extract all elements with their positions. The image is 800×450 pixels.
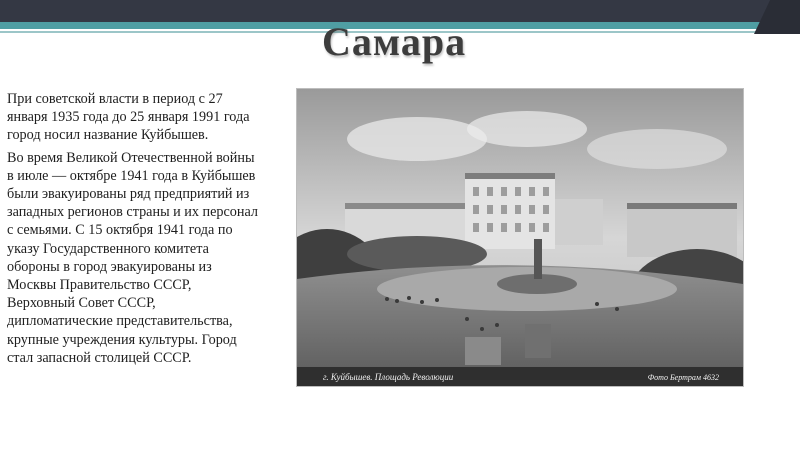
paragraph-evacuation: Во время Великой Отечественной войны в июле — октябре 1941 года в Куйбышев были эвакуированы ряд предприятий из западных регионов страны и их персонал с семьями. С 15 октября 1941 года по указу Государственного комитета обороны в город эвакуированы из Москвы Правительство СССР, Верховный Совет СССР, дипломатические представительства, крупные учреждения культуры. Город стал запасной столицей СССР. [7, 149, 258, 366]
body-text [7, 90, 259, 371]
photo-caption: г. Куйбышев. Площадь Революции [323, 372, 454, 382]
photo-illustration [297, 89, 743, 386]
slide-title: Самара [322, 19, 467, 64]
historic-photo [296, 88, 744, 387]
paragraph-name-history: При советской власти в период с 27 января 1935 года до 25 января 1991 года город носил название Куйбышев. [7, 91, 250, 144]
photo-credit: Фото Бертрам 4632 [647, 373, 719, 382]
